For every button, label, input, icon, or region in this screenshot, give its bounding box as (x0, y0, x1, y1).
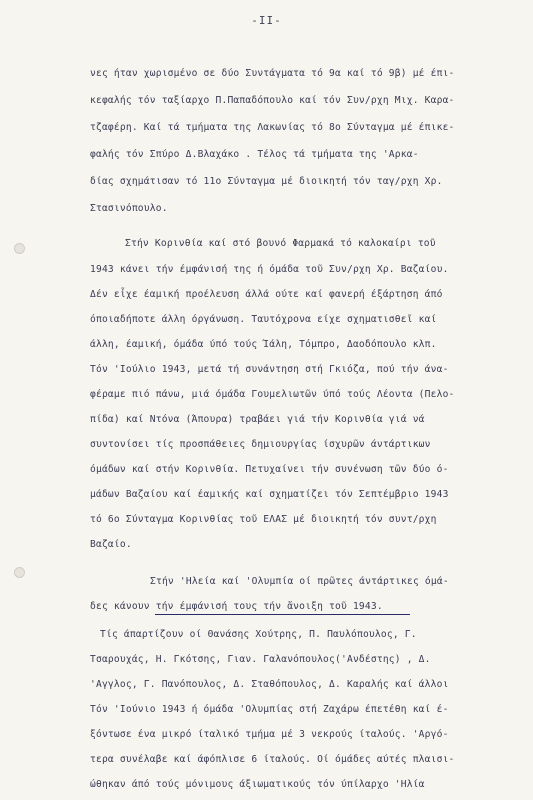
text-line: 'Αγγλος, Γ. Πανόπουλος, Δ. Σταθόπουλος, Δ. Καραλής καί άλλοι (90, 679, 449, 690)
text-line: τζαφέρη. Καί τά τμήματα της Λακωνίας τό 8ο Σύνταγμα μέ έπικε- (90, 122, 455, 133)
text-line: τό 6ο Σύνταγμα Κορινθίας τοῦ ΕΛΑΣ μέ διοικητή τόν συντ/ρχη (90, 514, 437, 525)
text-line: Τίς άπαρτίζουν οί Θανάσης Χούτρης, Π. Παυλόπουλος, Γ. (100, 629, 417, 640)
text-line: τερα συνέλαβε καί άφόπλισε 6 ίταλούς. Οί όμάδες αύτές πλαισι- (90, 754, 455, 765)
text-line: όποιαδήποτε άλλη όργάνωση. Ταυτόχρονα είχε σχηματισθεῖ καί (90, 314, 437, 325)
text-line: δίας σχημάτισαν τό 11ο Σύνταγμα μέ διοικητή τόν ταγ/ρχη Χρ. (90, 176, 443, 187)
text-line: Τσαρουχάς, Η. Γκότσης, Γιαν. Γαλανόπουλος('Ανδέστης) , Δ. (90, 654, 431, 665)
text-line: φαλής τόν Σπύρο Δ.Βλαχάκο . Τέλος τά τμήματα της 'Αρκα- (90, 149, 419, 160)
text-line: Στασινόπουλο. (90, 203, 168, 214)
text-line: φέραμε πιό πάνω, μιά όμάδα Γουμελιωτῶν ύπό τούς Λέοντα (Πελο- (90, 389, 455, 400)
text-line: άλλη, έαμική, όμάδα ύπό τούς Ίάλη, Τόμπρο, Δαοδόπουλο κλπ. (90, 339, 437, 350)
text-line: κεφαλής τόν ταξίαρχο Π.Παπαδόπουλο καί τόν Συν/ρχη Μιχ. Καρα- (90, 95, 455, 106)
text-line: όμάδων καί στήν Κορινθία. Πετυχαίνει τήν συνένωση τῶν δύο ό- (90, 464, 449, 475)
text-line: Βαζαίο. (90, 539, 132, 550)
text-line: συντονίσει τίς προσπάθειες δημιουργίας ίσχυρῶν άντάρτικων (90, 439, 431, 450)
handwritten-underline (155, 614, 410, 615)
text-line: Δέν εἶχε έαμική προέλευση άλλά ούτε καί φανερή έξάρτηση άπό (90, 289, 443, 300)
punch-hole-lower (14, 567, 25, 578)
text-line: Στήν 'Ηλεία καί 'Ολυμπία οί πρῶτες άντάρτικες όμά- (150, 576, 449, 587)
page-number: -II- (251, 14, 282, 27)
text-line: δες κάνουν τήν έμφάνισή τους τήν ἄνοιξη τοῦ 1943. (90, 601, 383, 612)
text-line: ξόντωσε ένα μικρό ίταλικό τμήμα μέ 3 νεκρούς ίταλούς. 'Αργό- (90, 729, 449, 740)
text-line: Στήν Κορινθία καί στό βουνό Φαρμακά τό καλοκαίρι τοῦ (125, 238, 436, 249)
text-line: νες ήταν χωρισμένο σε δύο Συντάγματα τό 9α καί τό 9β) μέ έπι- (90, 68, 455, 79)
text-line: Τόν 'Ιούλιο 1943, μετά τή συνάντηση στή Γκιόζα, πού τήν άνα- (90, 364, 449, 375)
text-line: μάδων Βαζαίου καί έαμικής καί σχηματίζει τόν Σεπτέμβριο 1943 (90, 489, 449, 500)
text-line: ώθηκαν άπό τούς μόνιμους άξιωματικούς τόν ύπίλαρχο 'Ηλία (90, 779, 425, 790)
text-line: 1943 κάνει τήν έμφάνισή της ή όμάδα τοῦ Συν/ρχη Χρ. Βαζαίου. (90, 264, 449, 275)
punch-hole-upper (14, 243, 25, 254)
text-line: πίδα) καί Ντόνα (Άπουρα) τραβάει γιά τήν Κορινθία γιά νά (90, 414, 425, 425)
text-line: Τόν 'Ιούνιο 1943 ή όμάδα 'Ολυμπίας στή Ζαχάρω έπετέθη καί έ- (90, 704, 449, 715)
